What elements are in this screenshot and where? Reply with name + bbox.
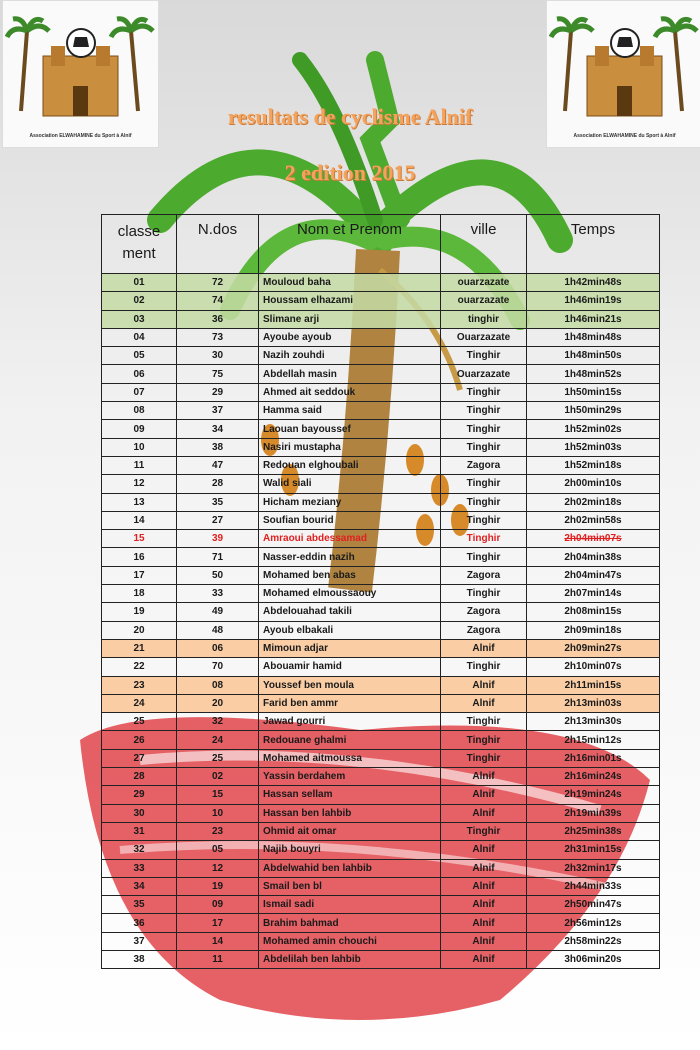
city-cell: Ouarzazate bbox=[441, 328, 527, 346]
table-row bbox=[102, 402, 660, 420]
name-cell: Jawad gourri bbox=[259, 713, 441, 731]
name-cell: Mohamed elmoussaouy bbox=[259, 585, 441, 603]
rank-cell: 17 bbox=[102, 566, 177, 584]
rank-cell: 15 bbox=[102, 530, 177, 548]
table-row bbox=[102, 475, 660, 493]
bib-cell: 29 bbox=[177, 383, 259, 401]
city-cell: Tinghir bbox=[441, 658, 527, 676]
city-cell: Tinghir bbox=[441, 548, 527, 566]
table-row bbox=[102, 511, 660, 529]
name-cell: Amraoui abdessamad bbox=[259, 530, 441, 548]
table-row bbox=[102, 347, 660, 365]
bib-cell: 15 bbox=[177, 786, 259, 804]
time-cell: 1h48min50s bbox=[527, 347, 660, 365]
rank-cell: 08 bbox=[102, 402, 177, 420]
city-cell: Tinghir bbox=[441, 402, 527, 420]
name-cell: Smail ben bl bbox=[259, 877, 441, 895]
table-row bbox=[102, 292, 660, 310]
time-cell: 1h52min03s bbox=[527, 438, 660, 456]
city-cell: Tinghir bbox=[441, 585, 527, 603]
header-rank: classe ment bbox=[102, 215, 177, 274]
name-cell: Abouamir hamid bbox=[259, 658, 441, 676]
rank-cell: 29 bbox=[102, 786, 177, 804]
bib-cell: 70 bbox=[177, 658, 259, 676]
table-row bbox=[102, 548, 660, 566]
rank-cell: 26 bbox=[102, 731, 177, 749]
bib-cell: 20 bbox=[177, 694, 259, 712]
table-row bbox=[102, 694, 660, 712]
city-cell: Alnif bbox=[441, 859, 527, 877]
name-cell: Mohamed ben abas bbox=[259, 566, 441, 584]
bib-cell: 71 bbox=[177, 548, 259, 566]
time-cell: 2h50min47s bbox=[527, 896, 660, 914]
time-cell: 2h31min15s bbox=[527, 841, 660, 859]
name-cell: Laouan bayoussef bbox=[259, 420, 441, 438]
rank-cell: 11 bbox=[102, 456, 177, 474]
time-cell: 2h25min38s bbox=[527, 822, 660, 840]
name-cell: Abdelwahid ben lahbib bbox=[259, 859, 441, 877]
name-cell: Ohmid ait omar bbox=[259, 822, 441, 840]
rank-cell: 34 bbox=[102, 877, 177, 895]
table-row bbox=[102, 749, 660, 767]
name-cell: Walid siali bbox=[259, 475, 441, 493]
city-cell: ouarzazate bbox=[441, 292, 527, 310]
rank-cell: 36 bbox=[102, 914, 177, 932]
table-row bbox=[102, 420, 660, 438]
bib-cell: 05 bbox=[177, 841, 259, 859]
time-cell: 2h00min10s bbox=[527, 475, 660, 493]
time-cell: 2h32min17s bbox=[527, 859, 660, 877]
time-cell: 1h46min19s bbox=[527, 292, 660, 310]
rank-cell: 25 bbox=[102, 713, 177, 731]
rank-cell: 04 bbox=[102, 328, 177, 346]
name-cell: Ahmed ait seddouk bbox=[259, 383, 441, 401]
bib-cell: 14 bbox=[177, 932, 259, 950]
bib-cell: 35 bbox=[177, 493, 259, 511]
city-cell: Alnif bbox=[441, 768, 527, 786]
table-row bbox=[102, 731, 660, 749]
city-cell: Tinghir bbox=[441, 475, 527, 493]
name-cell: Youssef ben moula bbox=[259, 676, 441, 694]
city-cell: Zagora bbox=[441, 456, 527, 474]
city-cell: Tinghir bbox=[441, 749, 527, 767]
city-cell: Tinghir bbox=[441, 731, 527, 749]
bib-cell: 74 bbox=[177, 292, 259, 310]
time-cell: 2h13min30s bbox=[527, 713, 660, 731]
bib-cell: 27 bbox=[177, 511, 259, 529]
results-table bbox=[101, 214, 660, 969]
table-row bbox=[102, 530, 660, 548]
bib-cell: 49 bbox=[177, 603, 259, 621]
table-row bbox=[102, 713, 660, 731]
table-row bbox=[102, 310, 660, 328]
bib-cell: 73 bbox=[177, 328, 259, 346]
city-cell: Tinghir bbox=[441, 822, 527, 840]
rank-cell: 02 bbox=[102, 292, 177, 310]
table-row bbox=[102, 274, 660, 292]
time-cell: 2h02min58s bbox=[527, 511, 660, 529]
name-cell: Hicham meziany bbox=[259, 493, 441, 511]
bib-cell: 34 bbox=[177, 420, 259, 438]
table-row bbox=[102, 365, 660, 383]
name-cell: Mohamed amin chouchi bbox=[259, 932, 441, 950]
rank-cell: 38 bbox=[102, 950, 177, 968]
city-cell: tinghir bbox=[441, 310, 527, 328]
rank-cell: 20 bbox=[102, 621, 177, 639]
header-bib: N.dos bbox=[177, 215, 259, 274]
time-cell: 2h16min01s bbox=[527, 749, 660, 767]
time-cell: 2h56min12s bbox=[527, 914, 660, 932]
time-cell: 2h19min39s bbox=[527, 804, 660, 822]
table-row bbox=[102, 585, 660, 603]
rank-cell: 14 bbox=[102, 511, 177, 529]
time-cell: 1h48min52s bbox=[527, 365, 660, 383]
bib-cell: 50 bbox=[177, 566, 259, 584]
bib-cell: 30 bbox=[177, 347, 259, 365]
table-row bbox=[102, 676, 660, 694]
bib-cell: 12 bbox=[177, 859, 259, 877]
time-cell: 2h44min33s bbox=[527, 877, 660, 895]
rank-cell: 01 bbox=[102, 274, 177, 292]
table-row bbox=[102, 950, 660, 968]
rank-cell: 18 bbox=[102, 585, 177, 603]
bib-cell: 08 bbox=[177, 676, 259, 694]
bib-cell: 75 bbox=[177, 365, 259, 383]
bib-cell: 38 bbox=[177, 438, 259, 456]
rank-cell: 37 bbox=[102, 932, 177, 950]
bib-cell: 25 bbox=[177, 749, 259, 767]
logo-caption: Association ELWAHAMINE du Sport à Alnif bbox=[29, 133, 132, 139]
city-cell: Tinghir bbox=[441, 493, 527, 511]
bib-cell: 11 bbox=[177, 950, 259, 968]
rank-cell: 12 bbox=[102, 475, 177, 493]
time-cell: 2h08min15s bbox=[527, 603, 660, 621]
time-cell: 2h02min18s bbox=[527, 493, 660, 511]
name-cell: Abdellah masin bbox=[259, 365, 441, 383]
city-cell: Tinghir bbox=[441, 511, 527, 529]
table-row bbox=[102, 603, 660, 621]
bib-cell: 32 bbox=[177, 713, 259, 731]
city-cell: Tinghir bbox=[441, 713, 527, 731]
rank-cell: 10 bbox=[102, 438, 177, 456]
header-time: Temps bbox=[527, 215, 660, 274]
time-cell: 2h58min22s bbox=[527, 932, 660, 950]
bib-cell: 17 bbox=[177, 914, 259, 932]
city-cell: Alnif bbox=[441, 914, 527, 932]
table-row bbox=[102, 841, 660, 859]
city-cell: Zagora bbox=[441, 566, 527, 584]
bib-cell: 19 bbox=[177, 877, 259, 895]
city-cell: Alnif bbox=[441, 694, 527, 712]
name-cell: Redouane ghalmi bbox=[259, 731, 441, 749]
city-cell: Tinghir bbox=[441, 383, 527, 401]
name-cell: Ayoub elbakali bbox=[259, 621, 441, 639]
table-row bbox=[102, 877, 660, 895]
table-row bbox=[102, 896, 660, 914]
name-cell: Najib bouyri bbox=[259, 841, 441, 859]
table-row bbox=[102, 456, 660, 474]
bib-cell: 37 bbox=[177, 402, 259, 420]
name-cell: Ismail sadi bbox=[259, 896, 441, 914]
time-cell: 2h11min15s bbox=[527, 676, 660, 694]
table-row bbox=[102, 768, 660, 786]
table-row bbox=[102, 328, 660, 346]
rank-cell: 22 bbox=[102, 658, 177, 676]
bib-cell: 28 bbox=[177, 475, 259, 493]
name-cell: Ayoube ayoub bbox=[259, 328, 441, 346]
bib-cell: 10 bbox=[177, 804, 259, 822]
logo-caption: Association ELWAHAMINE du Sport à Alnif bbox=[573, 133, 676, 139]
bib-cell: 48 bbox=[177, 621, 259, 639]
city-cell: Zagora bbox=[441, 603, 527, 621]
time-cell: 2h16min24s bbox=[527, 768, 660, 786]
name-cell: Slimane arji bbox=[259, 310, 441, 328]
table-header-row bbox=[102, 215, 660, 274]
rank-cell: 19 bbox=[102, 603, 177, 621]
rank-cell: 30 bbox=[102, 804, 177, 822]
table-row bbox=[102, 621, 660, 639]
bib-cell: 36 bbox=[177, 310, 259, 328]
name-cell: Mouloud baha bbox=[259, 274, 441, 292]
table-row bbox=[102, 658, 660, 676]
rank-cell: 28 bbox=[102, 768, 177, 786]
rank-cell: 27 bbox=[102, 749, 177, 767]
table-row bbox=[102, 822, 660, 840]
table-row bbox=[102, 438, 660, 456]
table-row bbox=[102, 383, 660, 401]
rank-cell: 13 bbox=[102, 493, 177, 511]
time-cell: 1h48min48s bbox=[527, 328, 660, 346]
city-cell: Tinghir bbox=[441, 530, 527, 548]
city-cell: Alnif bbox=[441, 804, 527, 822]
name-cell: Hassan ben lahbib bbox=[259, 804, 441, 822]
header-name: Nom et Prenom bbox=[259, 215, 441, 274]
rank-cell: 03 bbox=[102, 310, 177, 328]
name-cell: Yassin berdahem bbox=[259, 768, 441, 786]
city-cell: Tinghir bbox=[441, 347, 527, 365]
city-cell: Alnif bbox=[441, 877, 527, 895]
table-row bbox=[102, 639, 660, 657]
city-cell: Alnif bbox=[441, 841, 527, 859]
time-cell: 1h50min15s bbox=[527, 383, 660, 401]
name-cell: Abdelilah ben lahbib bbox=[259, 950, 441, 968]
name-cell: Abdelouahad takili bbox=[259, 603, 441, 621]
city-cell: Tinghir bbox=[441, 438, 527, 456]
time-cell: 1h52min02s bbox=[527, 420, 660, 438]
table-row bbox=[102, 932, 660, 950]
rank-cell: 32 bbox=[102, 841, 177, 859]
rank-cell: 16 bbox=[102, 548, 177, 566]
rank-cell: 09 bbox=[102, 420, 177, 438]
bib-cell: 39 bbox=[177, 530, 259, 548]
city-cell: ouarzazate bbox=[441, 274, 527, 292]
bib-cell: 47 bbox=[177, 456, 259, 474]
city-cell: Alnif bbox=[441, 932, 527, 950]
time-cell: 1h46min21s bbox=[527, 310, 660, 328]
time-cell: 2h19min24s bbox=[527, 786, 660, 804]
city-cell: Alnif bbox=[441, 639, 527, 657]
time-cell: 2h04min47s bbox=[527, 566, 660, 584]
name-cell: Farid ben ammr bbox=[259, 694, 441, 712]
time-cell: 2h07min14s bbox=[527, 585, 660, 603]
table-row bbox=[102, 914, 660, 932]
name-cell: Hamma said bbox=[259, 402, 441, 420]
time-cell: 2h13min03s bbox=[527, 694, 660, 712]
table-row bbox=[102, 566, 660, 584]
header-city: ville bbox=[441, 215, 527, 274]
time-cell: 1h52min18s bbox=[527, 456, 660, 474]
city-cell: Tinghir bbox=[441, 420, 527, 438]
name-cell: Nazih zouhdi bbox=[259, 347, 441, 365]
time-cell: 2h04min07s bbox=[527, 530, 660, 548]
table-row bbox=[102, 859, 660, 877]
rank-cell: 33 bbox=[102, 859, 177, 877]
rank-cell: 06 bbox=[102, 365, 177, 383]
time-cell: 2h10min07s bbox=[527, 658, 660, 676]
city-cell: Ouarzazate bbox=[441, 365, 527, 383]
time-cell: 2h04min38s bbox=[527, 548, 660, 566]
bib-cell: 72 bbox=[177, 274, 259, 292]
name-cell: Houssam elhazami bbox=[259, 292, 441, 310]
bib-cell: 06 bbox=[177, 639, 259, 657]
name-cell: Mohamed aitmoussa bbox=[259, 749, 441, 767]
city-cell: Alnif bbox=[441, 676, 527, 694]
rank-cell: 31 bbox=[102, 822, 177, 840]
name-cell: Nasser-eddin nazih bbox=[259, 548, 441, 566]
city-cell: Alnif bbox=[441, 896, 527, 914]
name-cell: Mimoun adjar bbox=[259, 639, 441, 657]
rank-cell: 35 bbox=[102, 896, 177, 914]
name-cell: Hassan sellam bbox=[259, 786, 441, 804]
table-row bbox=[102, 493, 660, 511]
page-subtitle: 2 edition 2015 bbox=[284, 160, 416, 185]
time-cell: 2h15min12s bbox=[527, 731, 660, 749]
name-cell: Soufian bourid bbox=[259, 511, 441, 529]
rank-cell: 24 bbox=[102, 694, 177, 712]
time-cell: 1h42min48s bbox=[527, 274, 660, 292]
name-cell: Redouan elghoubali bbox=[259, 456, 441, 474]
page-title: resultats de cyclisme Alnif bbox=[227, 104, 473, 129]
name-cell: Brahim bahmad bbox=[259, 914, 441, 932]
time-cell: 2h09min27s bbox=[527, 639, 660, 657]
rank-cell: 05 bbox=[102, 347, 177, 365]
bib-cell: 09 bbox=[177, 896, 259, 914]
city-cell: Zagora bbox=[441, 621, 527, 639]
bib-cell: 24 bbox=[177, 731, 259, 749]
city-cell: Alnif bbox=[441, 786, 527, 804]
table-row bbox=[102, 804, 660, 822]
time-cell: 3h06min20s bbox=[527, 950, 660, 968]
bib-cell: 02 bbox=[177, 768, 259, 786]
rank-cell: 07 bbox=[102, 383, 177, 401]
rank-cell: 23 bbox=[102, 676, 177, 694]
time-cell: 1h50min29s bbox=[527, 402, 660, 420]
bib-cell: 23 bbox=[177, 822, 259, 840]
city-cell: Alnif bbox=[441, 950, 527, 968]
name-cell: Nasiri mustapha bbox=[259, 438, 441, 456]
time-cell: 2h09min18s bbox=[527, 621, 660, 639]
rank-cell: 21 bbox=[102, 639, 177, 657]
bib-cell: 33 bbox=[177, 585, 259, 603]
table-row bbox=[102, 786, 660, 804]
